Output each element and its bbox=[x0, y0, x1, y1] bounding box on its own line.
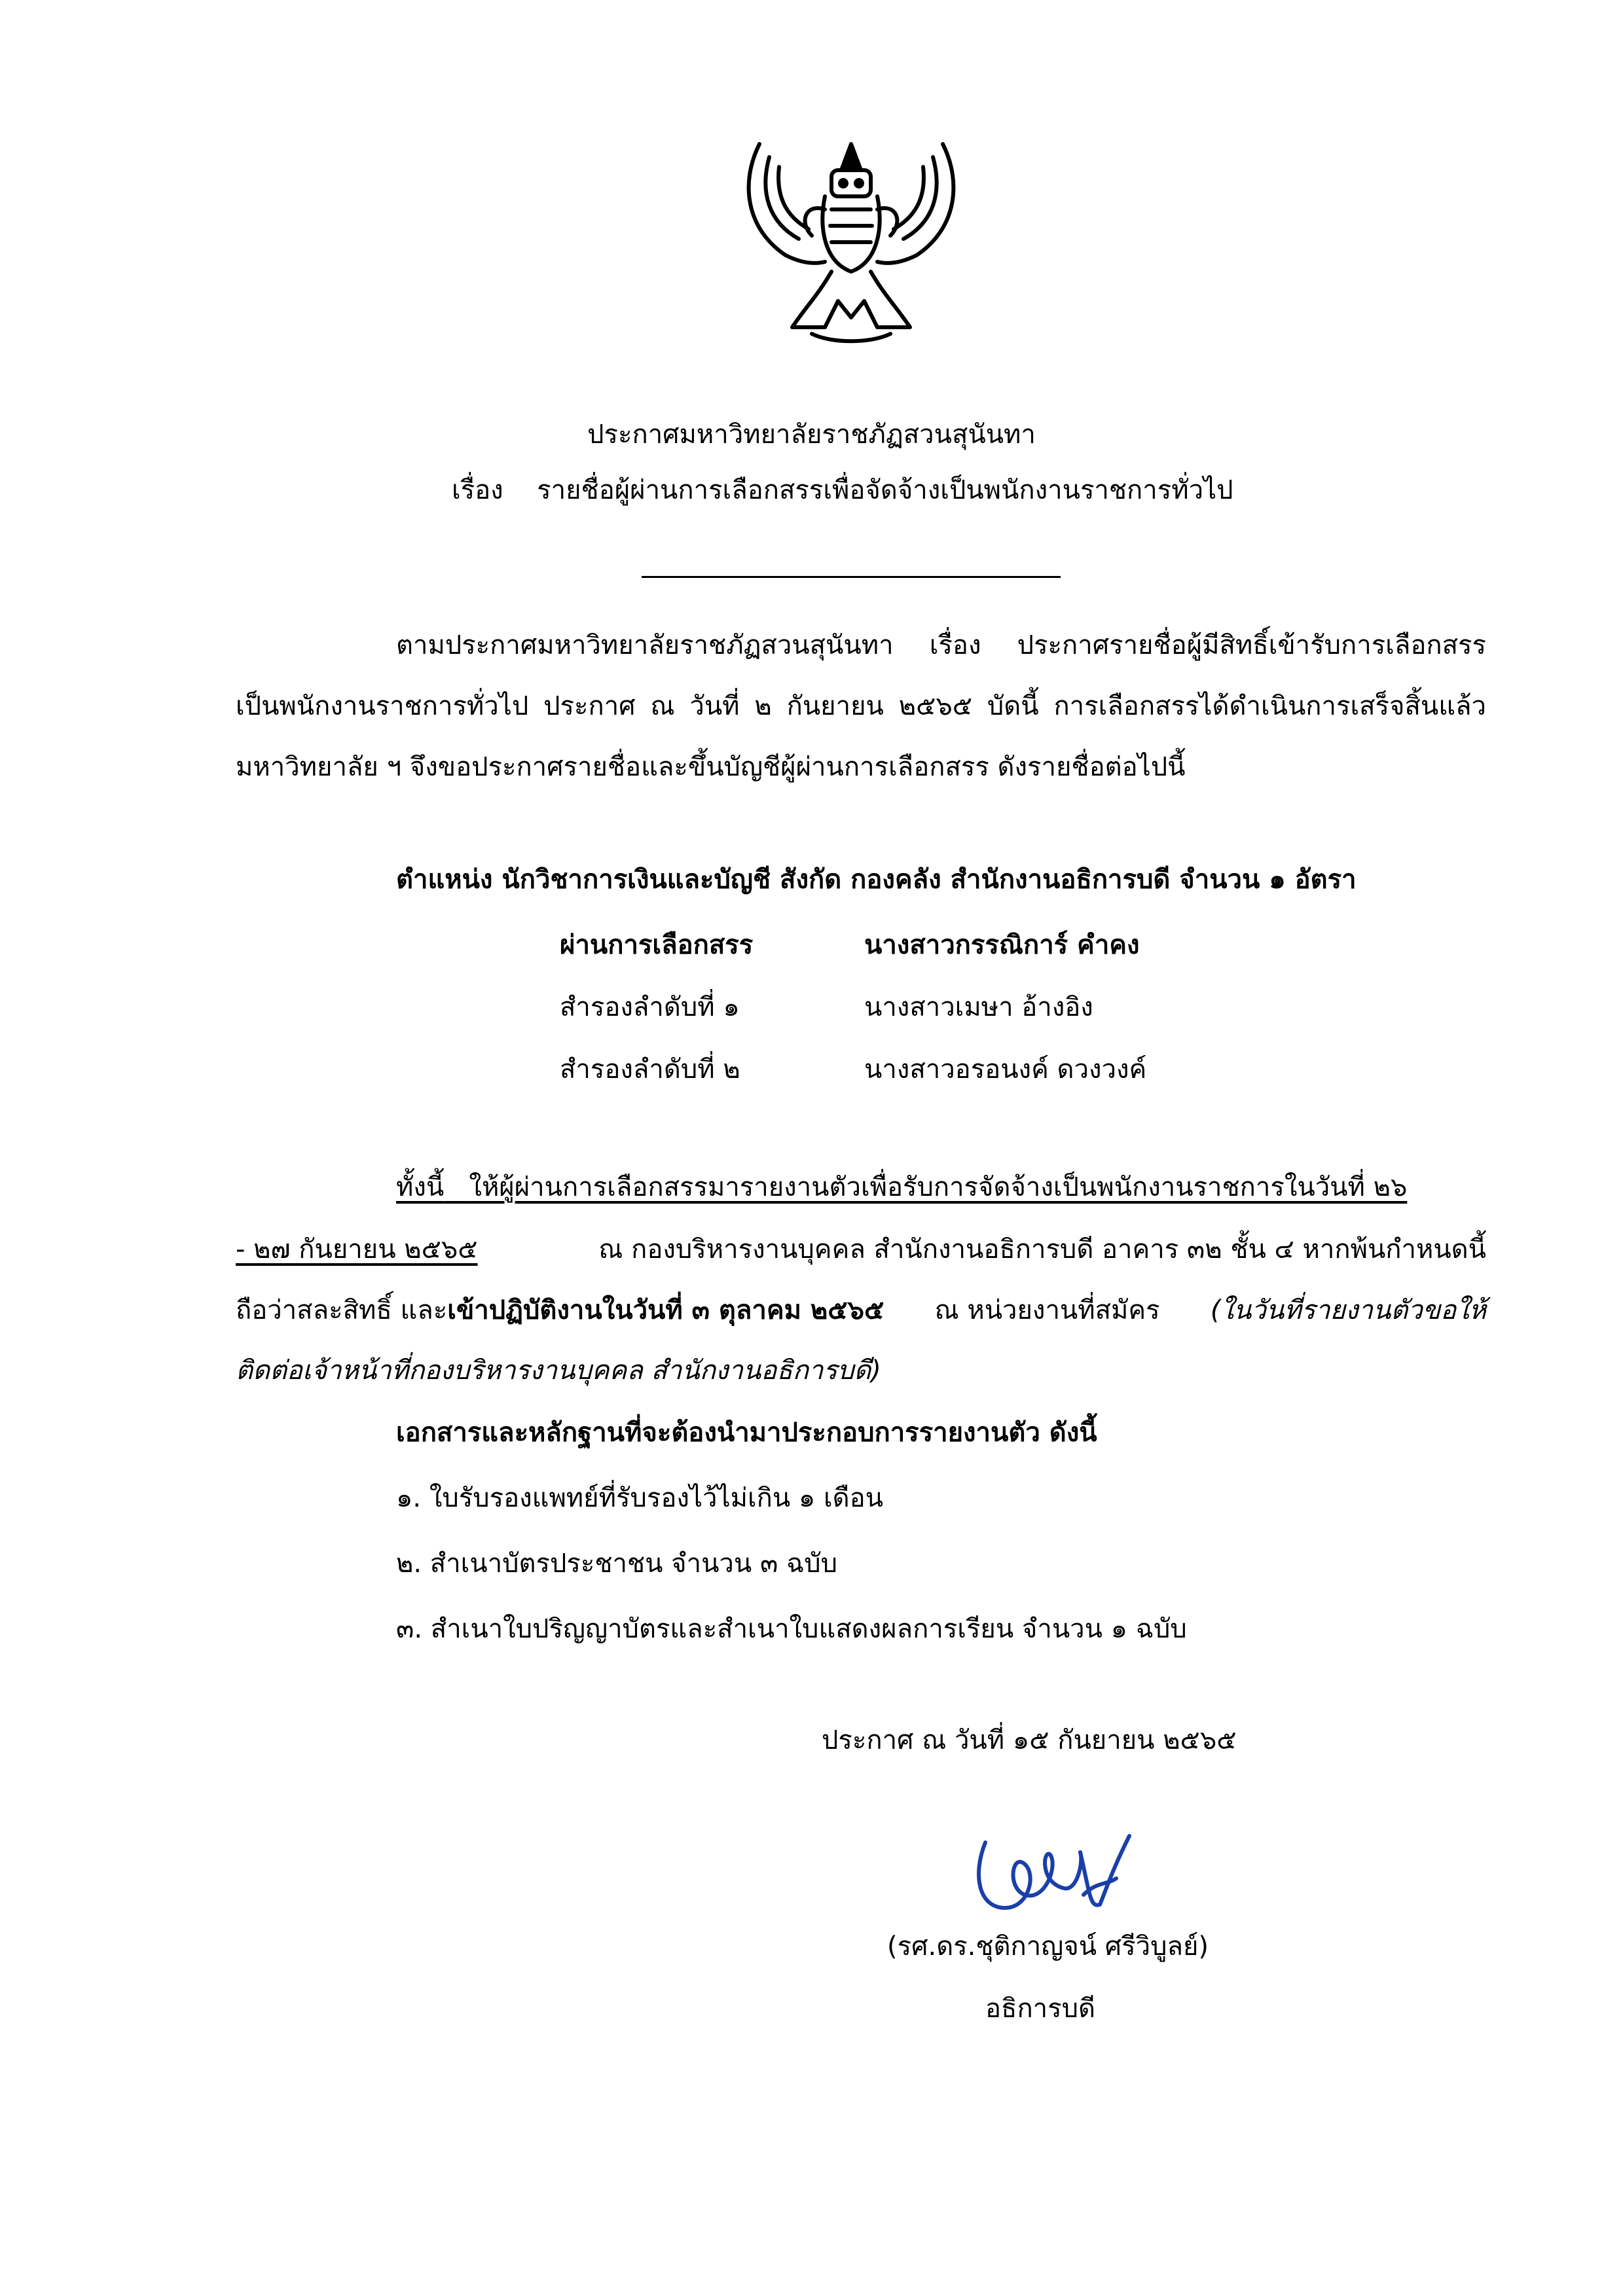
intro-line-3: มหาวิทยาลัย ฯ จึงขอประกาศรายชื่อและขึ้นบัญชีผู้ผ่านการเลือกสรร ดังรายชื่อต่อไปนี้ bbox=[236, 752, 1186, 782]
report-location: ณ กองบริหารงานบุคคล สำนักงานอธิการบดี อาคาร ๓๒ ชั้น ๔ หากพ้นกำหนดนี้ bbox=[598, 1234, 1486, 1265]
document-item-1: ๑. ใบรับรองแพทย์ที่รับรองไว้ไม่เกิน ๑ เดือน bbox=[396, 1483, 884, 1513]
subject-label: เรื่อง bbox=[452, 475, 503, 505]
report-note-end: ติดต่อเจ้าหน้าที่กองบริหารงานบุคคล สำนักงานอธิการบดี) bbox=[236, 1355, 881, 1386]
announcement-subject bbox=[452, 475, 1233, 506]
report-start-date: เข้าปฏิบัติงานในวันที่ ๓ ตุลาคม ๒๕๖๕ bbox=[447, 1295, 884, 1325]
report-workplace: ณ หน่วยงานที่สมัคร bbox=[934, 1295, 1160, 1325]
report-note-start: (ในวันที่รายงานตัวขอให้ bbox=[1210, 1295, 1486, 1325]
report-line-3 bbox=[236, 1295, 1486, 1326]
result-name-reserve-1: นางสาวเมษา อ้างอิง bbox=[864, 992, 1093, 1022]
result-label-reserve-2: สำรองลำดับที่ ๒ bbox=[560, 1054, 740, 1085]
report-dates: - ๒๗ กันยายน ๒๕๖๕ bbox=[236, 1234, 478, 1265]
intro-line-2: เป็นพนักงานราชการทั่วไป ประกาศ ณ วันที่ ๒ กันยายน ๒๕๖๕ บัดนี้ การเลือกสรรได้ดำเนินการเสร็จสิ้นแล้ว bbox=[236, 691, 1486, 721]
subject-text: รายชื่อผู้ผ่านการเลือกสรรเพื่อจัดจ้างเป็นพนักงานราชการทั่วไป bbox=[537, 475, 1233, 505]
result-name-reserve-2: นางสาวอรอนงค์ ดวงวงค์ bbox=[864, 1054, 1147, 1085]
result-label-passed: ผ่านการเลือกสรร bbox=[560, 930, 754, 960]
report-line-1-text: ให้ผู้ผ่านการเลือกสรรมารายงานตัวเพื่อรับการจัดจ้างเป็นพนักงานราชการในวันที่ ๒๖ bbox=[469, 1172, 1408, 1202]
garuda-emblem-icon bbox=[733, 131, 969, 347]
report-line-1 bbox=[396, 1172, 1407, 1203]
documents-heading: เอกสารและหลักฐานที่จะต้องนำมาประกอบการรายงานตัว ดังนี้ bbox=[396, 1418, 1097, 1448]
title-divider bbox=[642, 576, 1061, 578]
announcement-date: ประกาศ ณ วันที่ ๑๕ กันยายน ๒๕๖๕ bbox=[822, 1725, 1237, 1755]
result-name-passed: นางสาวกรรณิการ์ คำคง bbox=[864, 930, 1140, 960]
report-forfeit: ถือว่าสละสิทธิ์ และ bbox=[236, 1295, 448, 1325]
document-item-3: ๓. สำเนาใบปริญญาบัตรและสำเนาใบแสดงผลการเรียน จำนวน ๑ ฉบับ bbox=[396, 1614, 1187, 1644]
report-line-1-lead: ทั้งนี้ bbox=[396, 1172, 445, 1202]
position-heading: ตำแหน่ง นักวิชาการเงินและบัญชี สังกัด กองคลัง สำนักงานอธิการบดี จำนวน ๑ อัตรา bbox=[396, 865, 1357, 895]
intro-line-1: ตามประกาศมหาวิทยาลัยราชภัฏสวนสุนันทา เรื่อง ประกาศรายชื่อผู้มีสิทธิ์เข้ารับการเลือกสรร bbox=[396, 630, 1486, 660]
announcement-title: ประกาศมหาวิทยาลัยราชภัฏสวนสุนันทา bbox=[587, 420, 1036, 450]
document-item-2: ๒. สำเนาบัตรประชาชน จำนวน ๓ ฉบับ bbox=[396, 1549, 838, 1579]
signer-title: อธิการบดี bbox=[985, 1994, 1095, 2024]
report-line-2 bbox=[236, 1234, 1486, 1265]
signature-icon bbox=[959, 1816, 1142, 1928]
signer-name: (รศ.ดร.ชุติกาญจน์ ศรีวิบูลย์) bbox=[887, 1931, 1209, 1962]
result-label-reserve-1: สำรองลำดับที่ ๑ bbox=[560, 992, 740, 1022]
